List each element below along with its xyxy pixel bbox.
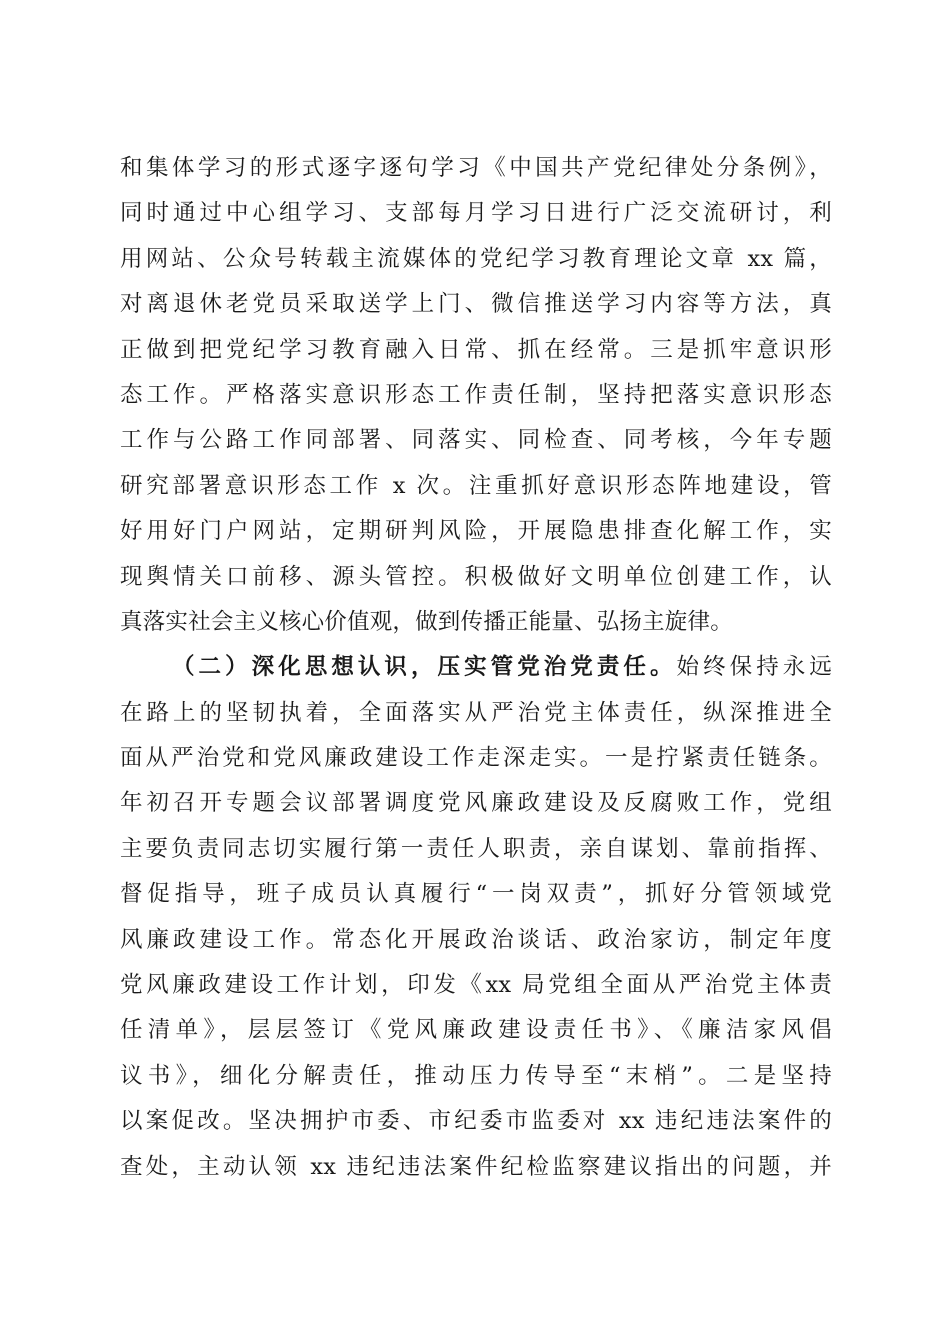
- body-line: 查处，主动认领 xx 违纪违法案件纪检监察建议指出的问题，并: [120, 1153, 832, 1180]
- body-line: 工作与公路工作同部署、同落实、同检查、同考核，今年专题: [120, 427, 832, 454]
- body-line: 在路上的坚韧执着，全面落实从严治党主体责任，纵深推进全: [120, 699, 832, 726]
- body-line: 和集体学习的形式逐字逐句学习《中国共产党纪律处分条例》，: [120, 155, 832, 181]
- body-line: 督促指导，班子成员认真履行“一岗双责”，抓好分管领域党: [120, 881, 832, 908]
- body-line: 研究部署意识形态工作 x 次。注重抓好意识形态阵地建设，管: [120, 472, 832, 499]
- body-line: 面从严治党和党风廉政建设工作走深走实。一是拧紧责任链条。: [120, 745, 832, 772]
- body-line: 任清单》，层层签订《党风廉政建设责任书》、《廉洁家风倡: [120, 1017, 832, 1044]
- section-heading: （二）深化思想认识，压实管党治党责任。: [172, 654, 677, 681]
- body-line: 对离退休老党员采取送学上门、微信推送学习内容等方法，真: [120, 291, 832, 318]
- body-line: 现舆情关口前移、源头管控。积极做好文明单位创建工作，认: [120, 563, 832, 590]
- body-line: 正做到把党纪学习教育融入日常、抓在经常。三是抓牢意识形: [120, 336, 832, 363]
- body-line: 以案促改。坚决拥护市委、市纪委市监委对 xx 违纪违法案件的: [120, 1108, 832, 1135]
- body-line: 真落实社会主义核心价值观，做到传播正能量、弘扬主旋律。: [120, 608, 733, 635]
- body-line: 党风廉政建设工作计划，印发《xx 局党组全面从严治党主体责: [120, 972, 832, 999]
- body-line: 用网站、公众号转载主流媒体的党纪学习教育理论文章 xx 篇，: [120, 245, 832, 272]
- body-line: 好用好门户网站，定期研判风险，开展隐患排查化解工作，实: [120, 518, 832, 545]
- document-body: [120, 146, 832, 1190]
- body-line: 议书》，细化分解责任，推动压力传导至“末梢”。二是坚持: [120, 1062, 832, 1089]
- body-line: 主要负责同志切实履行第一责任人职责，亲自谋划、靠前指挥、: [120, 835, 832, 862]
- body-line: 风廉政建设工作。常态化开展政治谈话、政治家访，制定年度: [120, 926, 832, 953]
- body-line: 同时通过中心组学习、支部每月学习日进行广泛交流研讨，利: [120, 200, 832, 227]
- section-heading-continuation: 始终保持永远: [676, 654, 832, 681]
- body-line: 态工作。严格落实意识形态工作责任制，坚持把落实意识形态: [120, 381, 832, 408]
- section-heading-line: [120, 645, 832, 690]
- body-line: 年初召开专题会议部署调度党风廉政建设及反腐败工作，党组: [120, 790, 832, 817]
